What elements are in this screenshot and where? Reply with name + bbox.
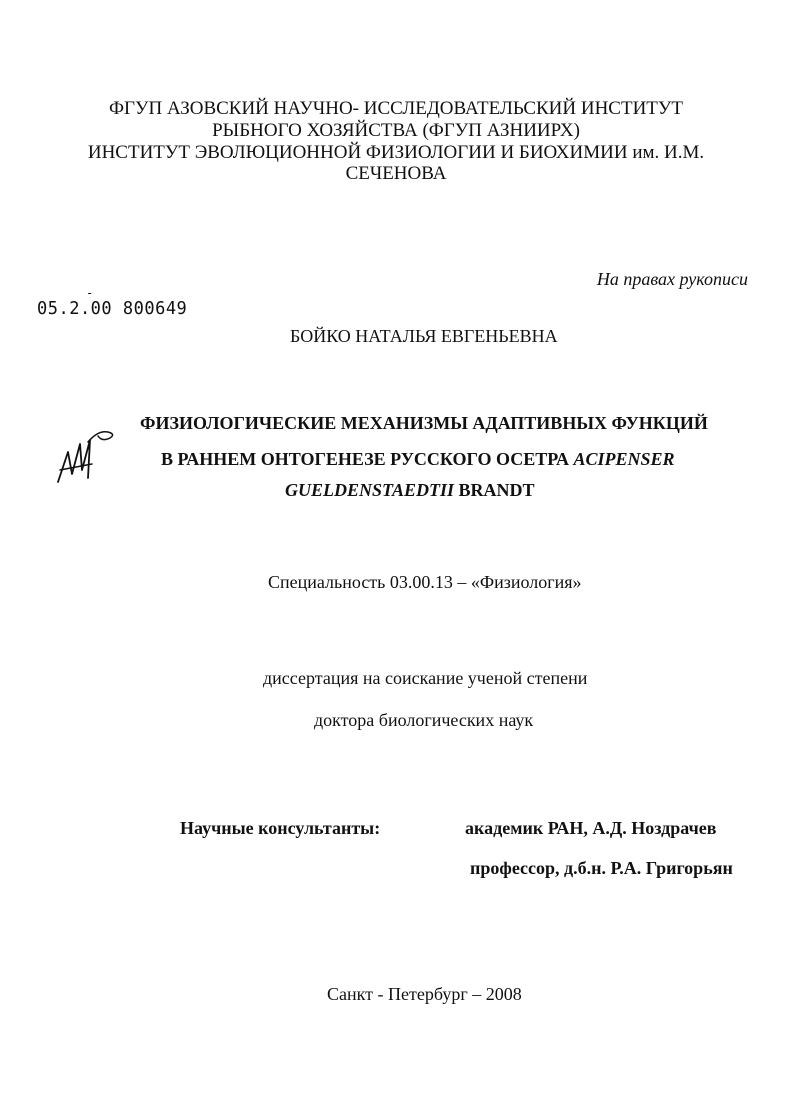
dissertation-type: диссертация на соискание ученой степени [263, 668, 588, 688]
consultant-1: академик РАН, А.Д. Ноздрачев [465, 818, 717, 838]
city-year: Санкт - Петербург – 2008 [327, 984, 522, 1004]
institution-line-3: ИНСТИТУТ ЭВОЛЮЦИОННОЙ ФИЗИОЛОГИИ И БИОХИМИИ им. И.М. [87, 142, 705, 163]
consultant-2: профессор, д.б.н. Р.А. Григорьян [470, 858, 733, 878]
title-line-2-plain: В РАННЕМ ОНТОГЕНЕЗЕ РУССКОГО ОСЕТРА [161, 449, 574, 469]
institution-line-4: СЕЧЕНОВА [345, 163, 447, 184]
specialty: Специальность 03.00.13 – «Физиология» [268, 572, 582, 592]
title-line-2-italic: ACIPENSER [573, 449, 675, 469]
registration-stamp: 05.2.00 800649 [37, 298, 188, 320]
author-name: БОЙКО НАТАЛЬЯ ЕВГЕНЬЕВНА [290, 326, 558, 346]
consultants-label: Научные консультанты: [180, 818, 381, 838]
institution-line-2: РЫБНОГО ХОЗЯЙСТВА (ФГУП АЗНИИРХ) [212, 120, 580, 141]
title-line-3-plain: BRANDT [454, 480, 535, 500]
dissertation-title-line-3 [285, 480, 535, 501]
dissertation-title-line-2 [161, 449, 675, 470]
institution-line-1: ФГУП АЗОВСКИЙ НАУЧНО- ИССЛЕДОВАТЕЛЬСКИЙ ИНСТИТУТ [109, 98, 683, 119]
handwritten-signature [50, 412, 122, 490]
manuscript-rights-note: На правах рукописи [596, 269, 748, 289]
title-line-3-italic: GUELDENSTAEDTII [285, 480, 455, 500]
dissertation-title-line-1: ФИЗИОЛОГИЧЕСКИЕ МЕХАНИЗМЫ АДАПТИВНЫХ ФУНКЦИЙ [140, 413, 708, 433]
academic-degree: доктора биологических наук [314, 710, 534, 730]
stamp-mark: - [86, 286, 94, 300]
